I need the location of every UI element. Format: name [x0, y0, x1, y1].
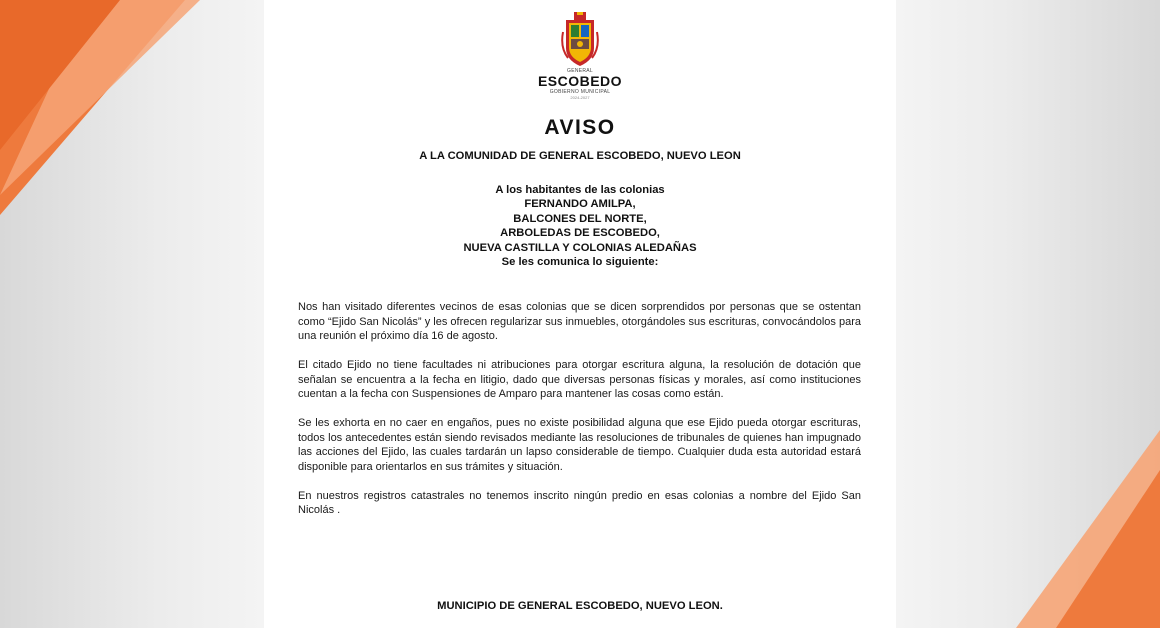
notice-body [298, 300, 861, 532]
logo-sub-text: GOBIERNO MUNICIPAL [549, 89, 611, 95]
addressee-line: ARBOLEDAS DE ESCOBEDO, [500, 227, 660, 240]
body-paragraph: Nos han visitado diferentes vecinos de esas colonias que se dicen sorprendidos por personas que se ostentan como “Ejido San Nicolás” y les ofrecen regularizar sus inmuebles, otorgándoles sus escrituras, convocándolos para una reunión el próximo día 16 de agosto. [298, 301, 861, 342]
right-decorative-shapes [896, 0, 1160, 628]
logo-years: 2024-2027 [570, 95, 590, 100]
addressee-line: BALCONES DEL NORTE, [513, 212, 647, 225]
coat-of-arms-icon [560, 12, 600, 68]
addressee-line: FERNANDO AMILPA, [524, 198, 636, 211]
addressee-line: A los habitantes de las colonias [495, 184, 665, 196]
addressee-line: Se les comunica lo siguiente: [501, 256, 659, 269]
municipal-logo [264, 12, 896, 100]
body-paragraph: En nuestros registros catastrales no tenemos inscrito ningún predio en esas colonias a nombre del Ejido San Nicolás . [298, 489, 861, 516]
notice-subtitle: A LA COMUNIDAD DE GENERAL ESCOBEDO, NUEVO LEON [419, 150, 741, 162]
logo-name: ESCOBEDO [537, 73, 623, 89]
addressees-block [264, 183, 896, 269]
notice-document [264, 0, 896, 628]
addressee-line: NUEVA CASTILLA Y COLONIAS ALEDAÑAS [463, 241, 697, 254]
left-decorative-shapes [0, 0, 264, 628]
body-paragraph: El citado Ejido no tiene facultades ni atribuciones para otorgar escritura alguna, la resolución de dotación que señalan se encuentra a la fecha en litigio, dado que diversas personas físicas y morales, así como instituciones cuentan a la fecha con Suspensiones de Amparo para mantener las cosas como están. [298, 359, 861, 400]
notice-title: AVISO [544, 116, 616, 139]
body-paragraph: Se les exhorta en no caer en engaños, pues no existe posibilidad alguna que ese Ejido pueda otorgar escrituras, todos los antecedentes están siendo revisados mediante las resoluciones de tribunales de quienes han impugnado las acciones del Ejido, las cuales tardarán un lapso considerable de tiempo. Cualquier duda esta autoridad estará disponible para orientarlos en sus trámites y situación. [298, 417, 861, 473]
logo-top-text: GENERAL [567, 68, 593, 74]
notice-signature: MUNICIPIO DE GENERAL ESCOBEDO, NUEVO LEON. [437, 600, 723, 612]
